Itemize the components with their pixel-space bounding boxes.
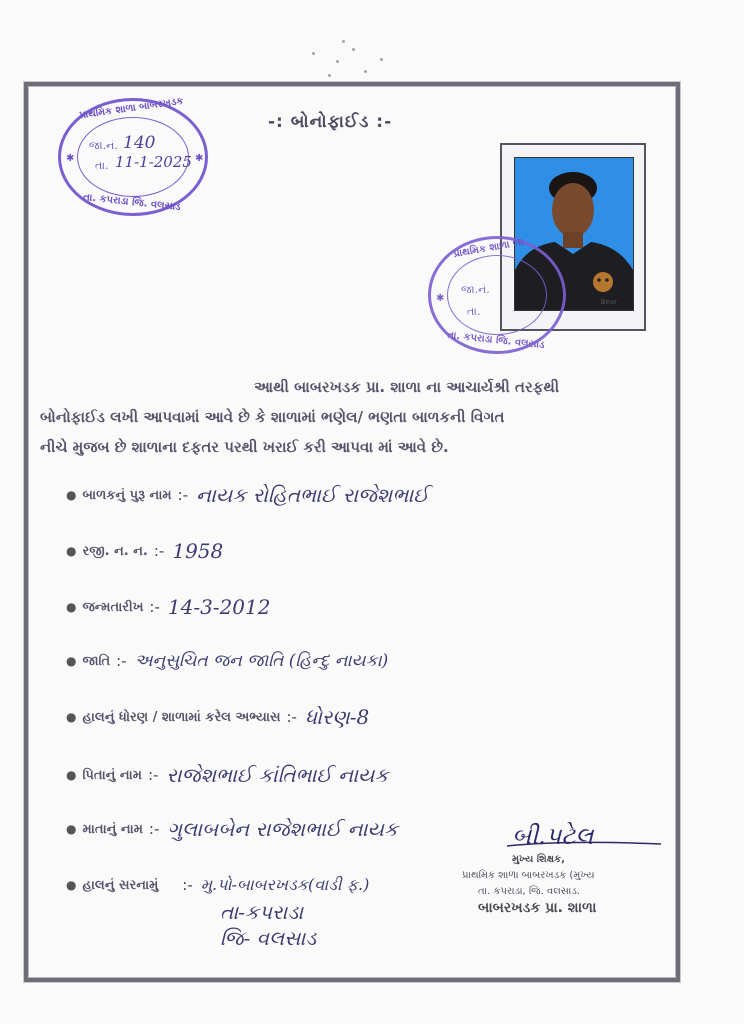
bullet-icon: ● <box>66 544 77 558</box>
field-row-birth-date <box>66 592 270 622</box>
field-label: જન્મતારીખ <box>82 599 144 615</box>
field-label: હાલનું ધોરણ / શાળામાં કરેલ અભ્યાસ <box>82 709 281 725</box>
intro-line-3: નીચે મુજબ છે શાળાના દફતર પરથી ખરાઈ કરી આપવા માં આવે છે. <box>40 438 449 456</box>
bullet-icon: ● <box>66 822 77 836</box>
head-teacher-signature: બી.પટેલ <box>512 822 594 850</box>
star-icon: ✱ <box>195 153 204 164</box>
footer-school-name: બાબરખડક પ્રા. શાળા <box>478 900 597 916</box>
stamp-date-value: 11-1-2025 <box>115 153 192 171</box>
star-icon: ✱ <box>436 293 445 304</box>
star-icon: ✱ <box>66 153 75 164</box>
field-value: ધોરણ-8 <box>304 705 370 729</box>
stamp-ring-bottom-text: તા. કપરાડા જિ. વલસાડ <box>446 329 546 352</box>
field-value: 1958 <box>172 539 224 563</box>
head-teacher-school: પ્રાથમિક શાળા બાબરખડક (મુખ્ય <box>462 870 595 881</box>
head-teacher-place: તા. કપરાડા, જિ. વલસાડ. <box>478 886 580 897</box>
field-row-mother-name <box>66 814 398 844</box>
stamp-jn-label: જા.નં. <box>89 139 118 152</box>
field-row-student-name <box>66 480 429 510</box>
bullet-icon: ● <box>66 878 77 892</box>
bullet-icon: ● <box>66 488 77 502</box>
bullet-icon: ● <box>66 710 77 724</box>
field-label: રજી. ન. ન. <box>82 543 148 559</box>
field-label: પિતાનું નામ <box>82 767 142 783</box>
photo-caption: Bear <box>600 298 617 306</box>
bullet-icon: ● <box>66 654 77 668</box>
stamp-ring-top-text: પ્રાથમિક શાળા બા <box>452 236 525 261</box>
field-separator: :- <box>153 542 165 560</box>
scan-speck <box>352 48 355 51</box>
field-row-register-number <box>66 536 223 566</box>
bullet-icon: ● <box>66 768 77 782</box>
stamp-date-label: તા. <box>95 159 109 172</box>
scan-speck <box>342 40 345 43</box>
stamp-ring-bottom-text: તા. કપરાડા જિ. વલસાડ <box>82 191 182 214</box>
stamp-jn-value: 140 <box>123 133 156 153</box>
field-label: બાળકનું પુરૂ નામ <box>82 487 172 503</box>
address-line-taluka: તા-કપરાડા <box>220 900 304 924</box>
field-value: અનુસુચિત જન જાતિ (હિન્દુ નાયકા) <box>134 651 389 671</box>
signature-underline <box>505 836 665 852</box>
field-row-father-name <box>66 760 388 790</box>
scan-speck <box>336 60 339 63</box>
field-value: મુ.પો-બાબરખડક(વાડી ફ.) <box>200 875 370 894</box>
field-row-standard <box>66 702 369 732</box>
field-value: 14-3-2012 <box>167 595 271 619</box>
field-row-caste <box>66 646 388 676</box>
bullet-icon: ● <box>66 600 77 614</box>
field-value: નાયક રોહિતભાઈ રાજેશભાઈ <box>196 483 429 507</box>
scan-speck <box>364 70 367 73</box>
intro-line-1: આથી બાબરખડક પ્રા. શાળા ના આચાર્યશ્રી તરફથી <box>254 378 560 396</box>
intro-line-2: બોનોફાઈડ લખી આપવામાં આવે છે કે શાળામાં ભણેલ/ ભણતા બાળકની વિગત <box>40 408 505 426</box>
field-separator: :- <box>149 598 160 616</box>
intro-paragraph <box>40 372 640 462</box>
scan-speck <box>328 74 331 77</box>
field-separator: :- <box>177 486 189 504</box>
address-line-district: જિ- વલસાડ <box>220 926 317 950</box>
field-separator: :- <box>286 708 297 726</box>
field-row-address <box>66 870 369 900</box>
head-teacher-title: મુખ્ય શિક્ષક, <box>512 854 565 865</box>
field-separator: :- <box>148 820 160 838</box>
field-value: ગુલાબબેન રાજેશભાઈ નાયક <box>167 817 398 841</box>
school-stamp-top <box>58 95 208 216</box>
document-title: -: બોનોફાઈડ :- <box>268 112 393 132</box>
field-separator: :- <box>182 876 193 894</box>
stamp-date-label: તા. <box>467 305 481 318</box>
scan-speck <box>380 58 383 61</box>
scan-speck <box>312 52 315 55</box>
field-label: હાલનું સરનામું <box>82 877 159 893</box>
field-separator: :- <box>147 766 159 784</box>
field-value: રાજેશભાઈ કાંતિભાઈ નાયક <box>166 763 389 787</box>
field-label: જાતિ <box>82 653 111 669</box>
stamp-jn-label: જા.નં. <box>461 283 490 296</box>
field-separator: :- <box>116 652 127 670</box>
stamp-ring-top-text: પ્રાથમિક શાળા બાબરખડક <box>78 95 185 122</box>
field-label: માતાનું નામ <box>82 821 143 837</box>
school-stamp-photo <box>428 236 566 354</box>
